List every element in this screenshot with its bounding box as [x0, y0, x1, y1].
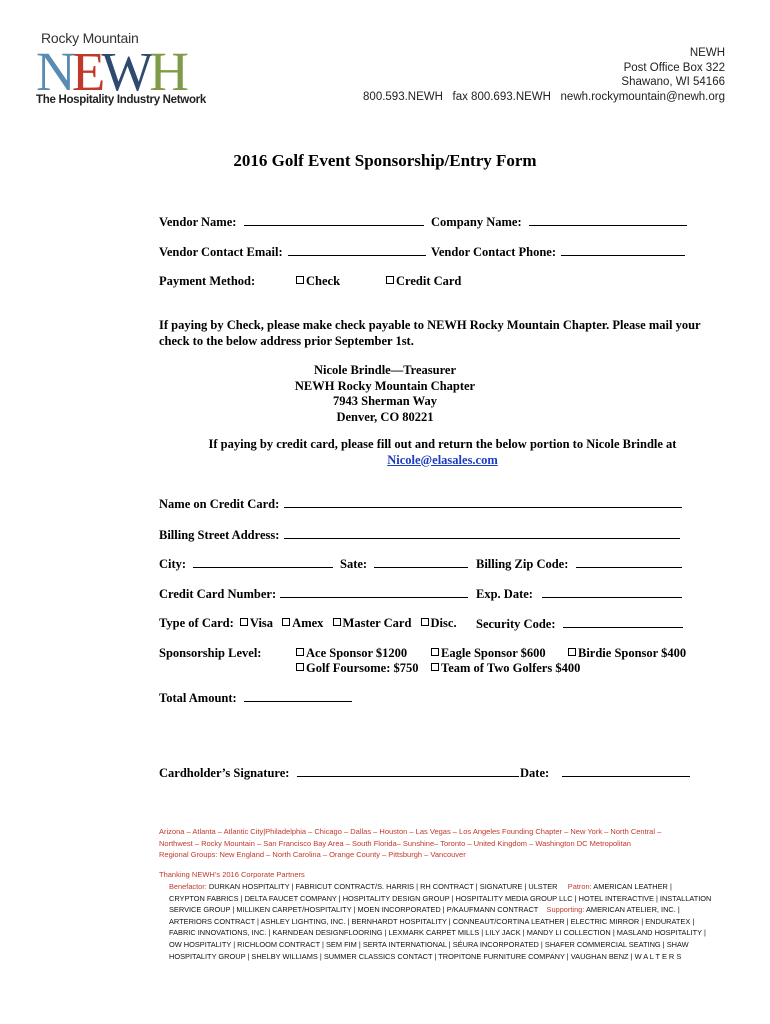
header-po-box: Post Office Box 322 [623, 61, 725, 74]
credit-card-instructions [150, 437, 735, 468]
birdie-label: Birdie Sponsor $400 [578, 646, 687, 660]
state-field[interactable] [374, 556, 468, 568]
chapters-line-1: Arizona – Atlanta – Atlantic City|Philadelphia – Chicago – Dallas – Houston – Las Vegas – Los Angeles Founding Chapter – New York – North Central – [159, 827, 662, 836]
foursome-label: Golf Foursome: $750 [306, 661, 419, 675]
date-field[interactable] [562, 765, 690, 777]
disc-option[interactable] [421, 616, 457, 630]
amex-checkbox[interactable] [282, 618, 290, 626]
card-type-row [159, 616, 457, 631]
card-number-row [159, 586, 468, 602]
birdie-option[interactable] [568, 646, 686, 661]
address-line-3: 7943 Sherman Way [333, 394, 437, 408]
visa-checkbox[interactable] [240, 618, 248, 626]
name-on-card-label: Name on Credit Card: [159, 497, 280, 511]
disc-checkbox[interactable] [421, 618, 429, 626]
team-checkbox[interactable] [431, 663, 439, 671]
name-on-card-field[interactable] [284, 496, 682, 508]
partners-line-6: OW HOSPITALITY | RICHLOOM CONTRACT | SEM FIM | SERTA INTERNATIONAL | SÉURA INCORPORATED | SHAFER COMMERCIAL SEATING | SHAW [169, 939, 689, 949]
check-option[interactable] [296, 274, 340, 289]
partners-list [169, 881, 744, 962]
vendor-name-field[interactable] [244, 214, 424, 226]
total-amount-label: Total Amount: [159, 691, 237, 705]
card-type-label: Type of Card: [159, 616, 234, 630]
address-line-1: Nicole Brindle—Treasurer [314, 363, 456, 377]
logo-letter-e: E [71, 41, 102, 102]
date-row [520, 765, 690, 781]
logo-tagline: The Hospitality Industry Network [36, 94, 206, 106]
zip-field[interactable] [576, 556, 682, 568]
foursome-option[interactable] [296, 661, 418, 676]
ace-checkbox[interactable] [296, 648, 304, 656]
security-code-field[interactable] [563, 616, 683, 628]
patron-label: Patron: [567, 882, 592, 891]
eagle-label: Eagle Sponsor $600 [441, 646, 546, 660]
mastercard-option[interactable] [333, 616, 412, 630]
mailing-address [0, 363, 770, 425]
total-amount-field[interactable] [244, 690, 352, 702]
cc-instruction-text: If paying by credit card, please fill out and return the below portion to Nicole Brindle at [208, 437, 677, 451]
disc-label: Disc. [430, 616, 457, 630]
chapters-line-2: Northwest – Rocky Mountain – San Francisco Bay Area – South Florida– Sunshine– Toronto – United Kingdom – Washington DC Metropolitan [159, 838, 631, 848]
vendor-name-row [159, 214, 424, 230]
logo-top-text: Rocky Mountain [41, 30, 139, 46]
check-instructions: If paying by Check, please make check payable to NEWH Rocky Mountain Chapter. Please mail your check to the below address prior September 1st. [159, 318, 701, 348]
date-label: Date: [520, 766, 550, 780]
security-code-row [476, 616, 683, 632]
sponsorship-label: Sponsorship Level: [159, 646, 262, 660]
signature-field[interactable] [297, 765, 519, 777]
signature-row [159, 765, 519, 781]
visa-label: Visa [249, 616, 274, 630]
partners-line-2: CRYPTON FABRICS | DELTA FAUCET COMPANY | HOSPITALITY DESIGN GROUP | HOSPITALITY MEDIA GROUP LLC | HOTEL INTERACTIVE | INSTALLATION [169, 893, 712, 903]
logo-letter-w: W [101, 41, 150, 102]
foursome-checkbox[interactable] [296, 663, 304, 671]
mastercard-label: Master Card [342, 616, 412, 630]
supporting-list: AMERICAN ATELIER, INC. | [584, 905, 680, 915]
newh-logo [36, 30, 206, 110]
ace-label: Ace Sponsor $1200 [306, 646, 408, 660]
vendor-email-field[interactable] [288, 244, 426, 256]
visa-option[interactable] [240, 616, 273, 630]
logo-wordmark [36, 42, 185, 102]
vendor-email-label: Vendor Contact Email: [159, 245, 283, 259]
billing-street-field[interactable] [284, 527, 680, 539]
zip-label: Billing Zip Code: [476, 557, 569, 571]
check-checkbox[interactable] [296, 276, 304, 284]
card-number-label: Credit Card Number: [159, 587, 277, 601]
birdie-checkbox[interactable] [568, 648, 576, 656]
address-line-4: Denver, CO 80221 [336, 409, 434, 424]
security-code-label: Security Code: [476, 617, 556, 631]
partners-line-3: SERVICE GROUP | MILLIKEN CARPET/HOSPITALITY | MOEN INCORPORATED | P/KAUFMANN CONTRACT [169, 905, 539, 915]
vendor-phone-field[interactable] [561, 244, 685, 256]
email-link[interactable]: Nicole@elasales.com [387, 452, 498, 467]
page-title: 2016 Golf Event Sponsorship/Entry Form [233, 151, 537, 170]
partners-heading: Thanking NEWH’s 2016 Corporate Partners [159, 870, 305, 879]
address-line-2: NEWH Rocky Mountain Chapter [294, 378, 476, 393]
amex-label: Amex [292, 616, 324, 630]
supporting-label: Supporting: [546, 905, 585, 915]
vendor-name-label: Vendor Name: [159, 215, 237, 229]
city-field[interactable] [193, 556, 333, 568]
benefactor-list: DURKAN HOSPITALITY | FABRICUT CONTRACT/S. HARRIS | RH CONTRACT | SIGNATURE | ULSTER [206, 882, 558, 891]
name-on-card-row [159, 496, 682, 512]
company-name-label: Company Name: [431, 215, 522, 229]
vendor-phone-row [431, 244, 685, 260]
vendor-email-row [159, 244, 426, 260]
zip-row [476, 556, 682, 572]
eagle-option[interactable] [431, 646, 546, 661]
company-name-field[interactable] [529, 214, 687, 226]
city-label: City: [159, 557, 187, 571]
benefactor-label: Benefactor: [169, 882, 207, 891]
state-label: Sate: [340, 557, 368, 571]
total-amount-row [159, 690, 352, 706]
credit-card-checkbox[interactable] [386, 276, 394, 284]
header-contact: 800.593.NEWH fax 800.693.NEWH newh.rockymountain@newh.org [363, 90, 725, 103]
state-row [340, 556, 468, 572]
check-label: Check [306, 274, 341, 288]
city-row [159, 556, 333, 572]
vendor-phone-label: Vendor Contact Phone: [431, 245, 557, 259]
team-label: Team of Two Golfers $400 [441, 661, 581, 675]
credit-card-label: Credit Card [396, 274, 462, 288]
exp-date-field[interactable] [542, 586, 682, 598]
chapters-line-3: Regional Groups: New England – North Carolina – Orange County – Pittsburgh – Vancouver [159, 850, 466, 859]
credit-card-option[interactable] [386, 274, 461, 289]
payment-method-label: Payment Method: [159, 274, 256, 288]
billing-street-label: Billing Street Address: [159, 528, 280, 542]
logo-letter-n: N [36, 41, 72, 102]
header-org: NEWH [689, 47, 725, 59]
billing-street-row [159, 527, 680, 543]
signature-label: Cardholder’s Signature: [159, 766, 290, 780]
exp-date-row [476, 586, 682, 602]
partners-line-7: HOSPITALITY GROUP | SHELBY WILLIAMS | SUMMER CLASSICS CONTACT | TROPITONE FURNITURE COMPANY | VAUGHAN BENZ | W A L T E R S [169, 951, 682, 961]
amex-option[interactable] [282, 616, 323, 630]
partners-line-5: FABRIC INNOVATIONS, INC. | KARNDEAN DESIGNFLOORING | LEXMARK CARPET MILLS | LILY JACK | MANDY LI COLLECTION | MASLAND HOSPITALITY | [169, 928, 706, 938]
header-address [363, 46, 725, 104]
company-name-row [431, 214, 687, 230]
team-option[interactable] [431, 661, 580, 676]
header-city: Shawano, WI 54166 [621, 76, 725, 88]
logo-letter-h: H [149, 41, 185, 102]
patron-list: AMERICAN LEATHER | [591, 882, 672, 891]
eagle-checkbox[interactable] [431, 648, 439, 656]
card-number-field[interactable] [280, 586, 468, 598]
exp-date-label: Exp. Date: [476, 587, 533, 601]
chapters-list [159, 826, 749, 861]
mastercard-checkbox[interactable] [333, 618, 341, 626]
partners-line-4: ARTERIORS CONTRACT | ASHLEY LIGHTING, INC. | BERNHARDT HOSPITALITY | CONNEAUT/CORTINA LEATHER | ELECTRIC MIRROR | ENDURATEX | [169, 916, 695, 926]
ace-option[interactable] [296, 646, 407, 661]
